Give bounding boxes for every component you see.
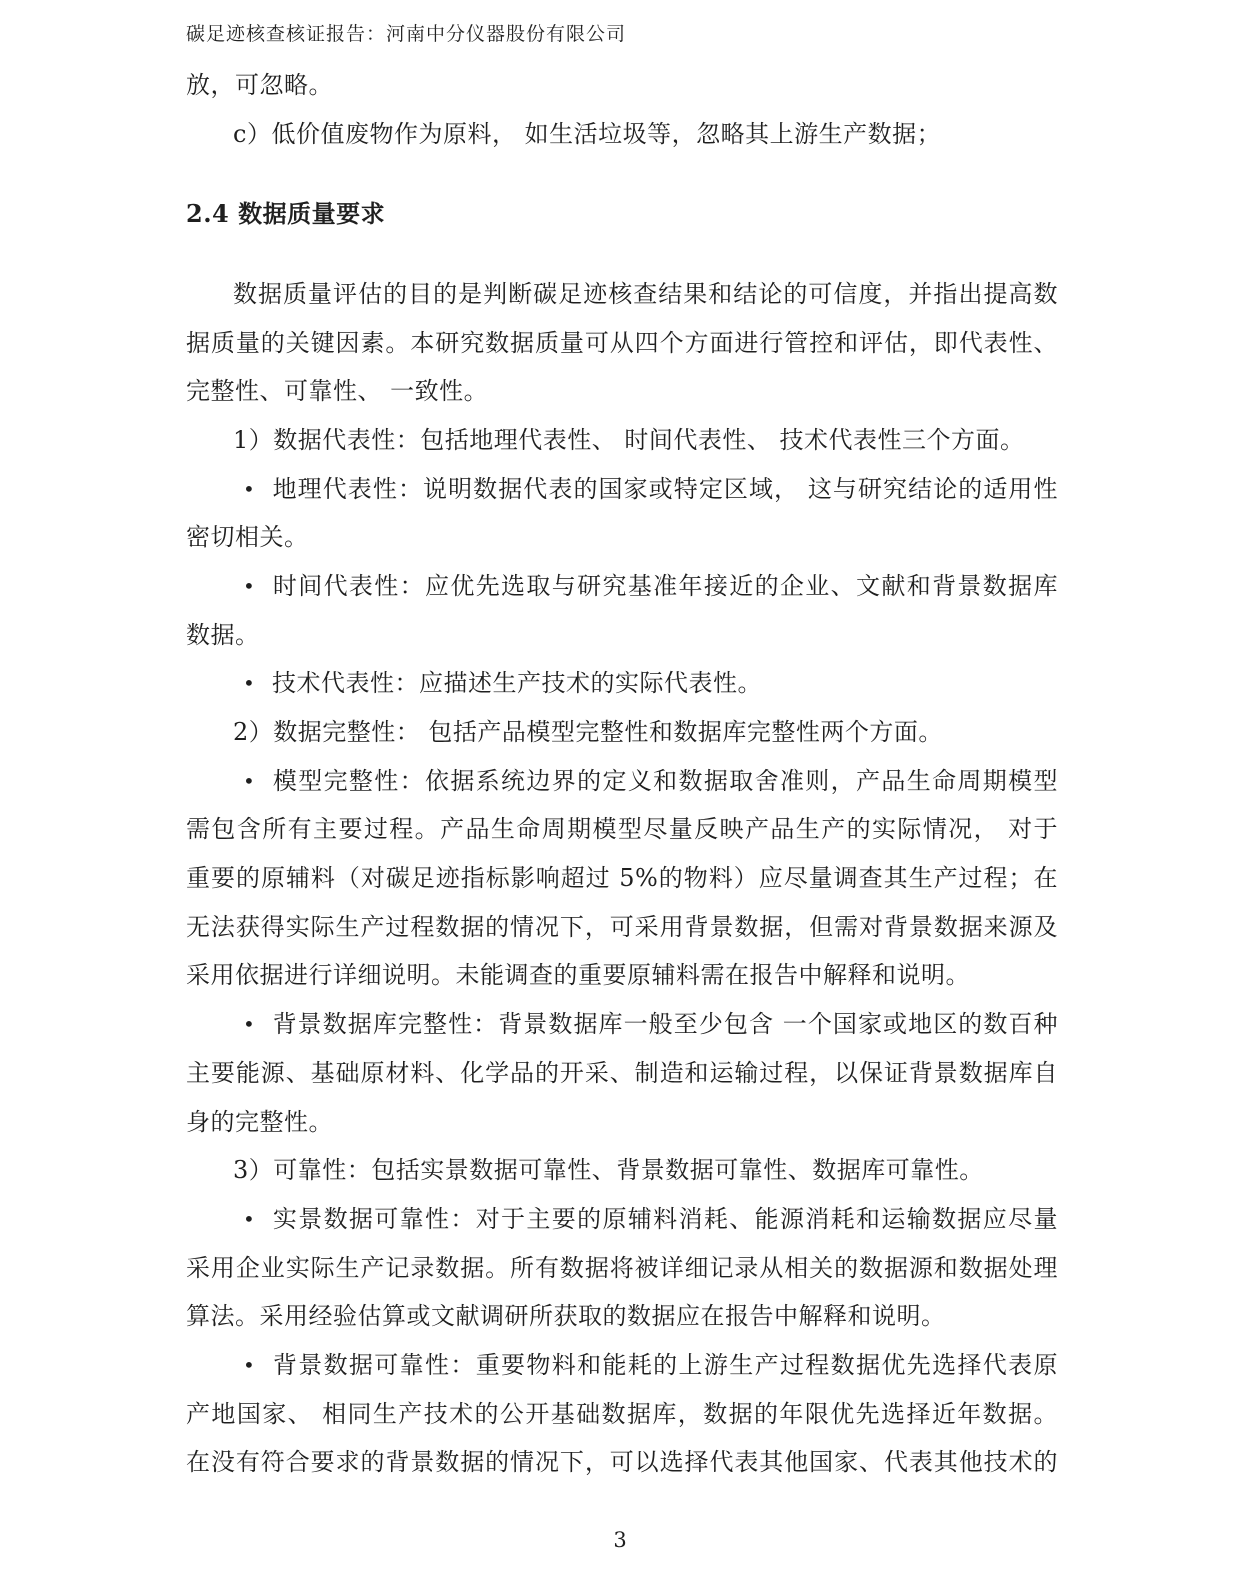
- text-line-content: 地理代表性：说明数据代表的国家或特定区域， 这与研究结论的适用性: [272, 474, 1058, 503]
- bullet-icon: •: [243, 1352, 256, 1377]
- bullet-icon: •: [243, 476, 256, 501]
- text-line-content: 时间代表性：应优先选取与研究基准年接近的企业、文献和背景数据库: [272, 571, 1058, 600]
- text-line: 数据。: [186, 620, 260, 649]
- text-line: c）低价值废物作为原料， 如生活垃圾等，忽略其上游生产数据；: [233, 119, 942, 148]
- text-line: 据质量的关键因素。本研究数据质量可从四个方面进行管控和评估，即代表性、: [186, 328, 1058, 357]
- bullet-icon: •: [243, 1012, 256, 1037]
- text-line: 产地国家、 相同生产技术的公开基础数据库，数据的年限优先选择近年数据。: [186, 1399, 1058, 1428]
- text-line: 算法。采用经验估算或文献调研所获取的数据应在报告中解释和说明。: [186, 1302, 946, 1331]
- text-line: 需包含所有主要过程。产品生命周期模型尽量反映产品生产的实际情况， 对于: [186, 815, 1058, 844]
- text-line: 身的完整性。: [186, 1107, 333, 1136]
- intro-paragraph: [186, 61, 1058, 158]
- bullet-icon: •: [243, 768, 256, 793]
- text-line: 采用企业实际生产记录数据。所有数据将被详细记录从相关的数据源和数据处理: [186, 1253, 1058, 1282]
- section-paragraphs: [186, 270, 1058, 1487]
- text-line: 主要能源、基础原材料、化学品的开采、制造和运输过程，以保证背景数据库自: [186, 1058, 1058, 1087]
- text-line: 密切相关。: [186, 523, 309, 552]
- bullet-icon: •: [243, 671, 256, 696]
- page-header: 碳足迹核查核证报告：河南中分仪器股份有限公司: [186, 23, 627, 45]
- text-line-content: 模型完整性：依据系统边界的定义和数据取舍准则，产品生命周期模型: [272, 766, 1058, 795]
- text-line: 采用依据进行详细说明。未能调查的重要原辅料需在报告中解释和说明。: [186, 961, 970, 990]
- text-line: [186, 659, 1058, 708]
- text-line: 3）可靠性：包括实景数据可靠性、背景数据可靠性、数据库可靠性。: [233, 1156, 984, 1185]
- text-line: 放，可忽略。: [186, 71, 333, 99]
- text-line: [186, 465, 1058, 514]
- bullet-icon: •: [243, 1206, 256, 1231]
- document-body: [186, 61, 1058, 1487]
- text-line: [186, 1341, 1058, 1390]
- text-line: [186, 1195, 1058, 1244]
- bullet-icon: •: [243, 573, 256, 598]
- text-line-content: 背景数据库完整性：背景数据库一般至少包含 一个国家或地区的数百种: [272, 1010, 1058, 1039]
- text-line: [186, 757, 1058, 806]
- text-line: 数据质量评估的目的是判断碳足迹核查结果和结论的可信度，并指出提高数: [233, 279, 1058, 308]
- section-heading: 2.4 数据质量要求: [186, 198, 386, 228]
- text-line: 1）数据代表性：包括地理代表性、 时间代表性、 技术代表性三个方面。: [233, 425, 1025, 454]
- text-line: 无法获得实际生产过程数据的情况下，可采用背景数据，但需对背景数据来源及: [186, 912, 1058, 941]
- text-line: 完整性、可靠性、 一致性。: [186, 377, 489, 406]
- page-number: 3: [613, 1528, 627, 1552]
- text-line: 在没有符合要求的背景数据的情况下，可以选择代表其他国家、代表其他技术的: [186, 1448, 1058, 1477]
- text-line: [186, 562, 1058, 611]
- text-line-content: 背景数据可靠性：重要物料和能耗的上游生产过程数据优先选择代表原: [272, 1350, 1058, 1379]
- text-line-content: 技术代表性：应描述生产技术的实际代表性。: [272, 669, 762, 698]
- text-line: 2）数据完整性： 包括产品模型完整性和数据库完整性两个方面。: [233, 718, 943, 747]
- text-line-content: 实景数据可靠性：对于主要的原辅料消耗、能源消耗和运输数据应尽量: [272, 1204, 1058, 1233]
- text-line: 重要的原辅料（对碳足迹指标影响超过 5%的物料）应尽量调查其生产过程；在: [186, 864, 1058, 893]
- text-line: [186, 1000, 1058, 1049]
